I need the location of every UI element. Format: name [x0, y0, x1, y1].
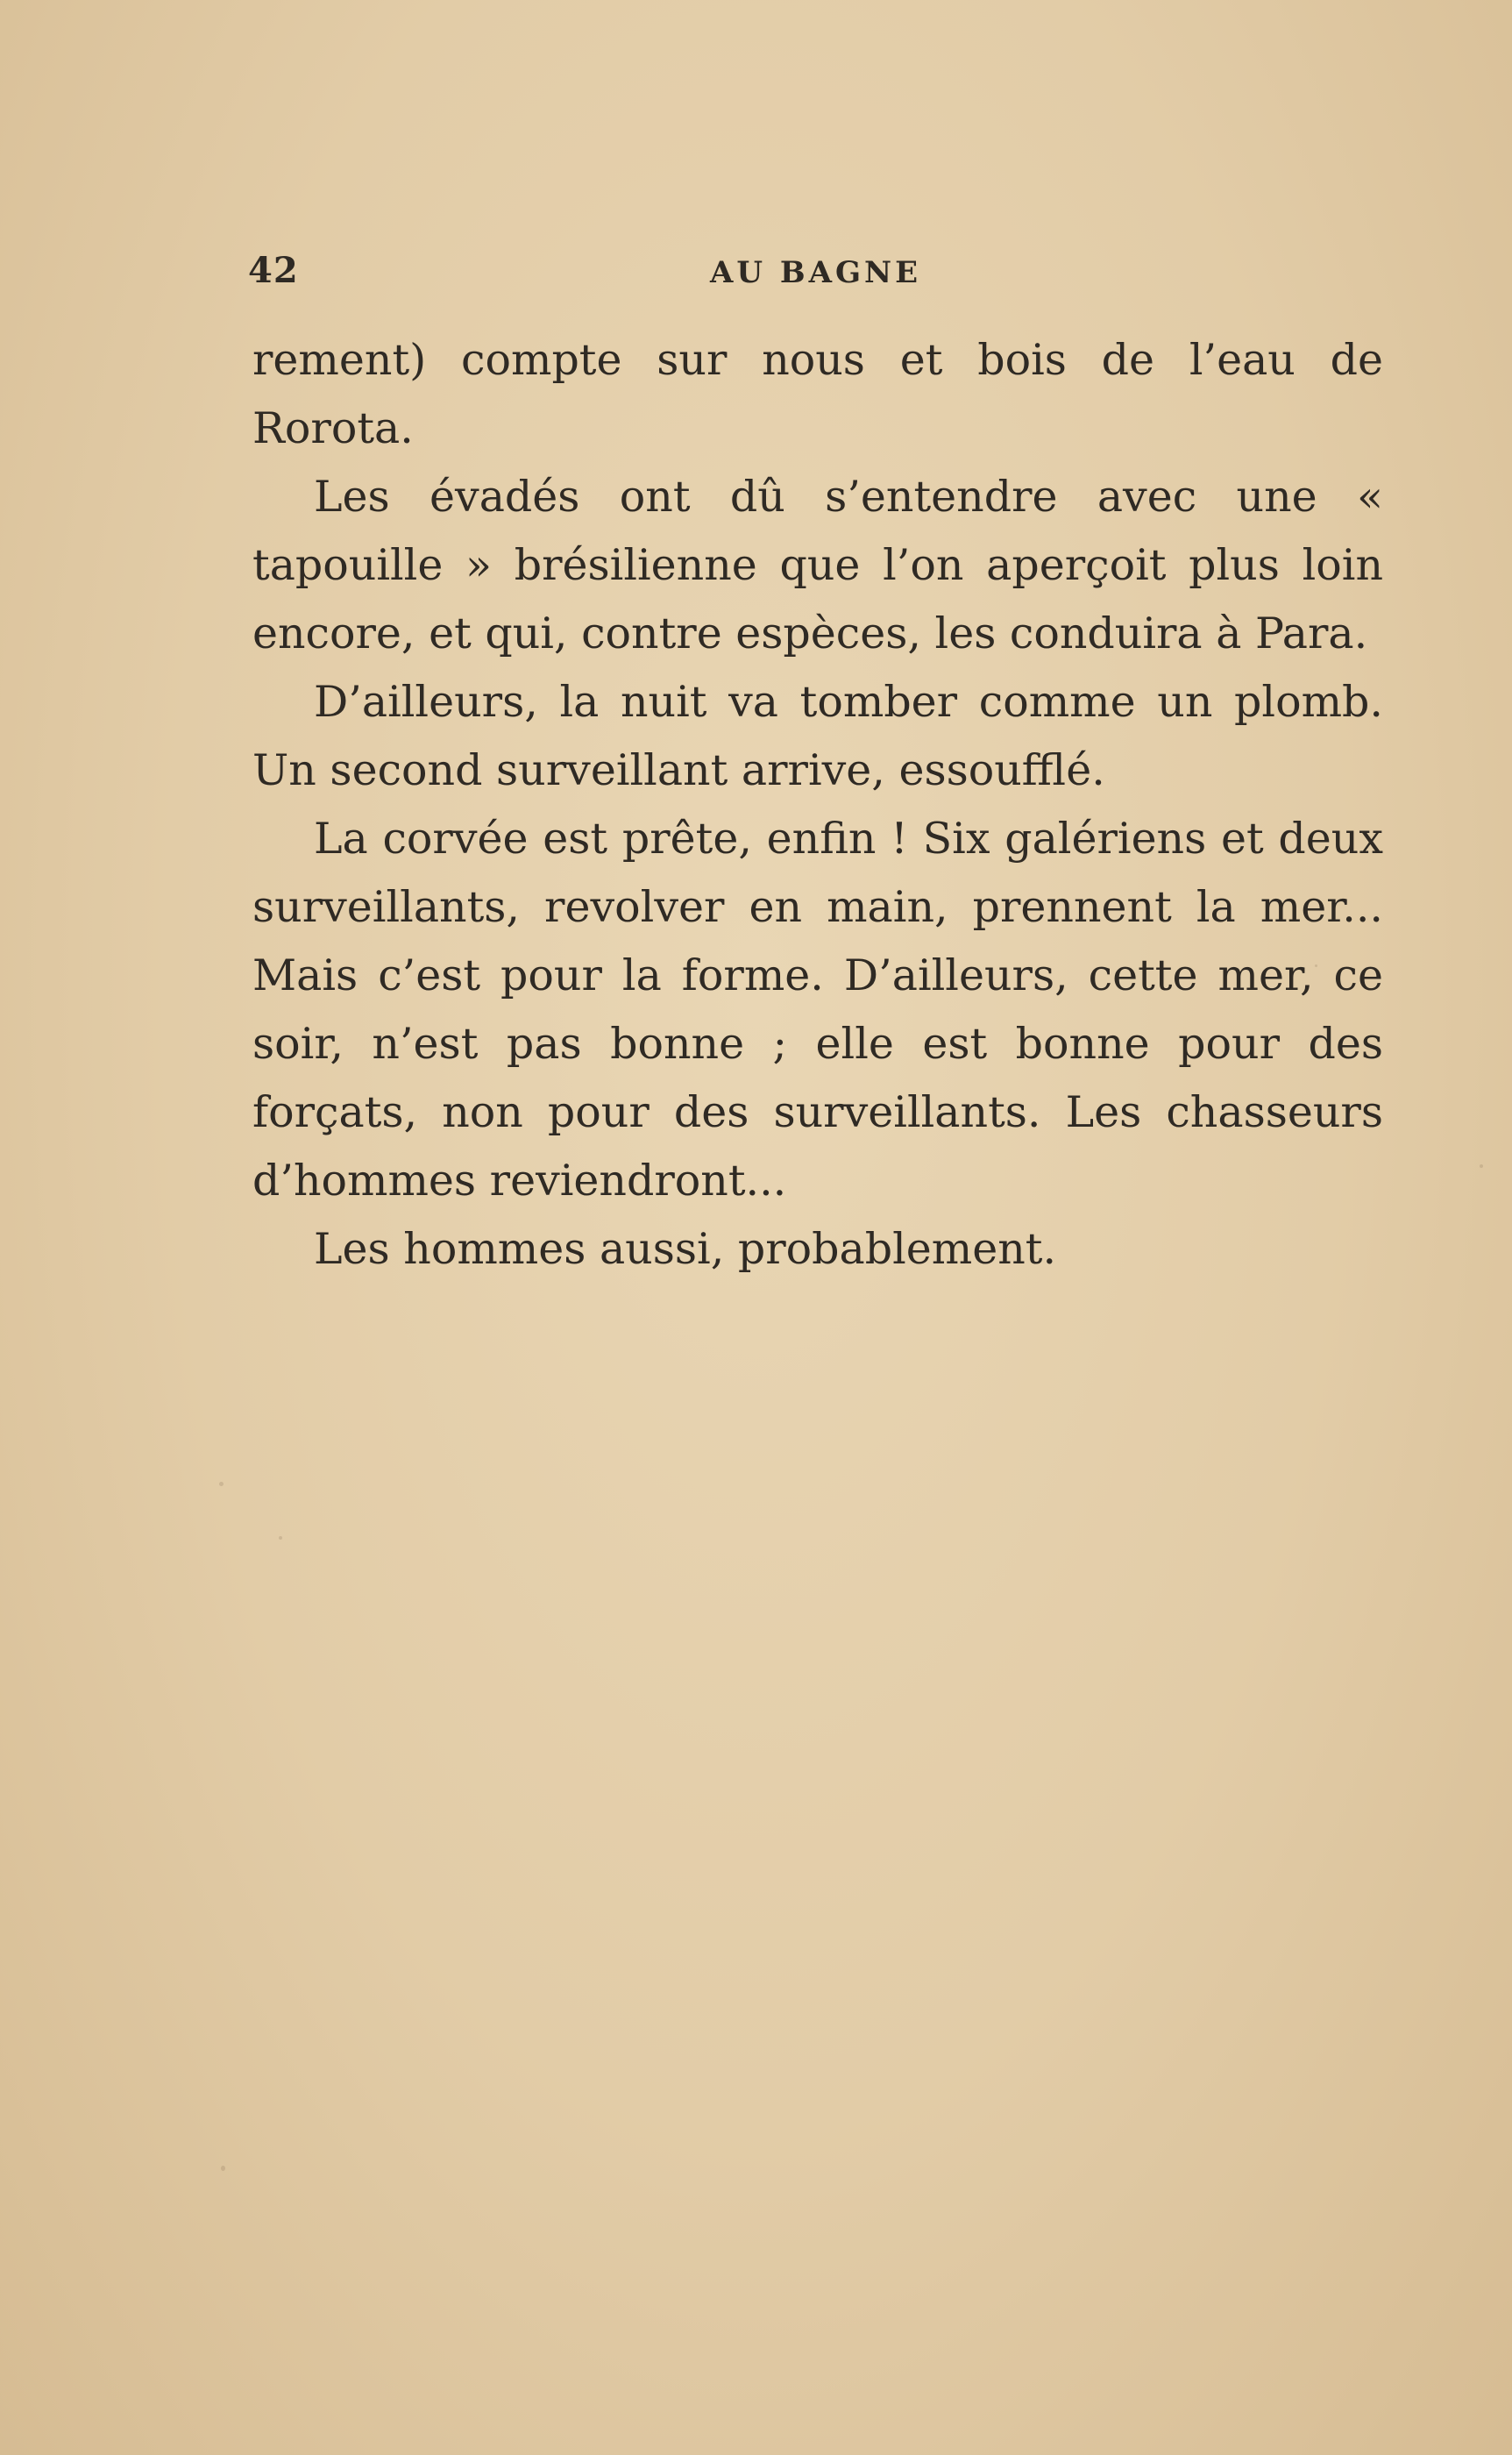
paper-speck — [221, 2166, 225, 2171]
paper-speck — [219, 1482, 224, 1486]
body-text — [252, 326, 1383, 1284]
paper-speck — [279, 1536, 282, 1540]
paragraph: Les hommes aussi, probablement. — [314, 1224, 1057, 1274]
paragraph: Les évadés ont dû s’entendre avec une « tapouille » brésilienne que l’on aperçoit plus loin encore, et qui, contre espèces, les conduira à Para. — [252, 472, 1383, 658]
page-number: 42 — [248, 250, 299, 291]
paragraph: La corvée est prête, enfin ! Six galériens et deux surveillants, revolver en main, prennent la mer... Mais c’est pour la forme. D’ailleurs, cette mer, ce soir, n’est pas bonne ; elle est bonne pour des forçats, non pour des surveillants. Les chasseurs d’hommes reviendront... — [252, 814, 1383, 1206]
paragraph: rement) compte sur nous et bois de l’eau de Rorota. — [252, 335, 1383, 453]
running-head — [248, 250, 1388, 302]
paragraph: D’ailleurs, la nuit va tomber comme un plomb. Un second surveillant arrive, essoufflé. — [252, 677, 1383, 795]
running-title: AU BAGNE — [710, 255, 922, 290]
paper-speck — [1480, 1164, 1483, 1168]
